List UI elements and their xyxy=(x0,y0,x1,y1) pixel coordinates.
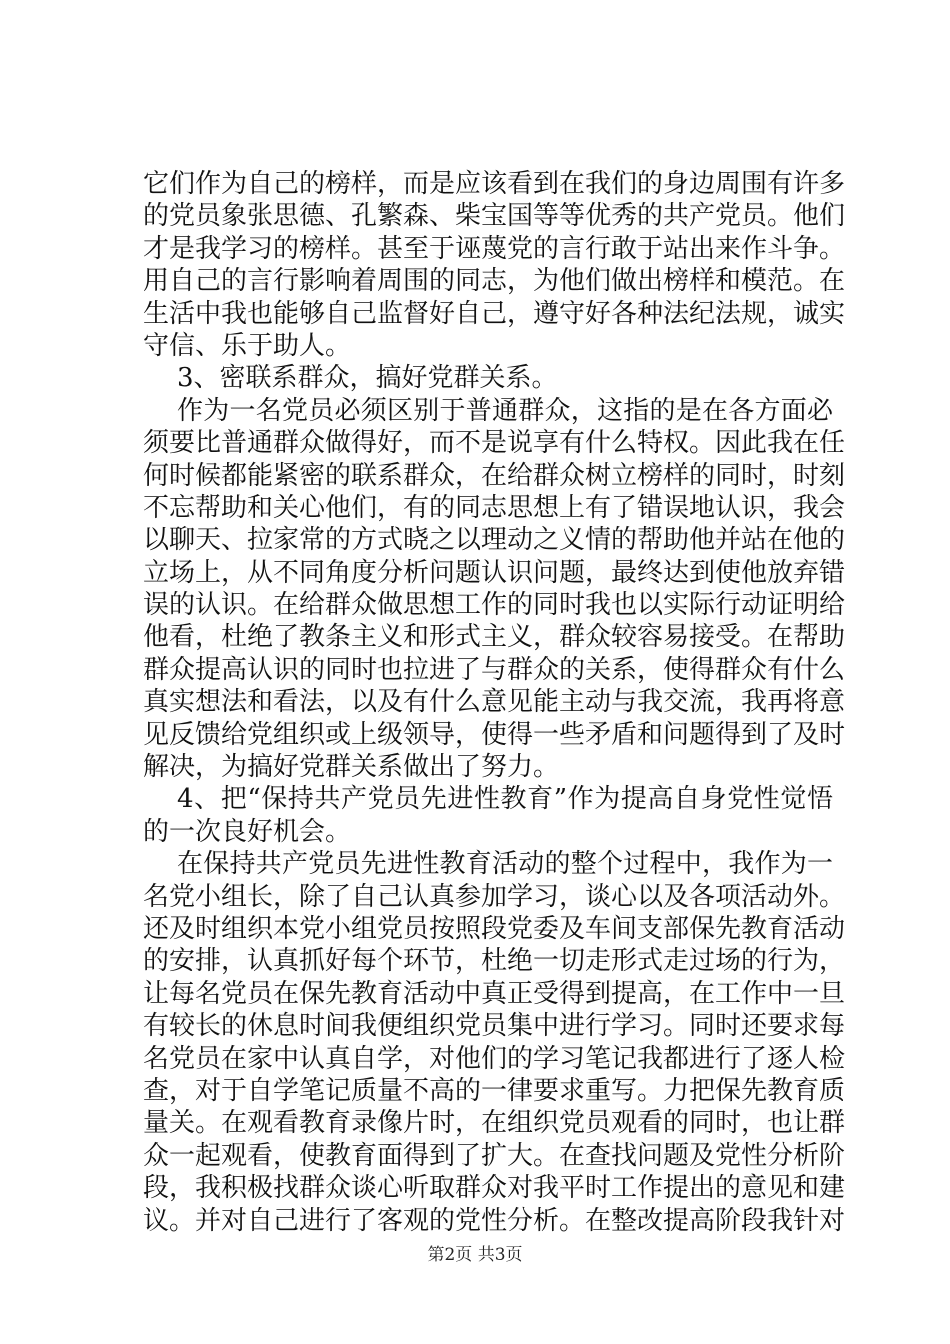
paragraph-line: 作为一名党员必须区别于普通群众，这指的是在各方面必 xyxy=(177,395,833,426)
paragraph-line: 众一起观看，使教育面得到了扩大。在查找问题及党性分析阶 xyxy=(143,1140,846,1171)
paragraph-line: 段，我积极找群众谈心听取群众对我平时工作提出的意见和建 xyxy=(143,1173,846,1204)
paragraph-line: 真实想法和看法，以及有什么意见能主动与我交流，我再将意 xyxy=(143,687,846,718)
paragraph-line: 有较长的休息时间我便组织党员集中进行学习。同时还要求每 xyxy=(143,1011,846,1042)
paragraph-line: 他看，杜绝了教条主义和形式主义，群众较容易接受。在帮助 xyxy=(143,622,846,653)
paragraph-line: 的一次良好机会。 xyxy=(143,816,352,847)
section-heading-line: 4、把“保持共产党员先进性教育”作为提高自身党性觉悟 xyxy=(177,784,833,815)
paragraph-line: 须要比普通群众做得好，而不是说享有什么特权。因此我在任 xyxy=(143,428,846,459)
paragraph-line: 还及时组织本党小组党员按照段党委及车间支部保先教育活动 xyxy=(143,913,846,944)
paragraph-line: 议。并对自己进行了客观的党性分析。在整改提高阶段我针对 xyxy=(143,1205,846,1236)
paragraph-line: 才是我学习的榜样。甚至于诬蔑党的言行敢于站出来作斗争。 xyxy=(143,233,846,264)
paragraph-line: 不忘帮助和关心他们，有的同志思想上有了错误地认识，我会 xyxy=(143,492,846,523)
paragraph-line: 误的认识。在给群众做思想工作的同时我也以实际行动证明给 xyxy=(143,590,846,621)
paragraph-line: 在保持共产党员先进性教育活动的整个过程中，我作为一 xyxy=(177,849,833,880)
page-footer: 第2页 共3页 xyxy=(427,1245,523,1265)
paragraph-line: 让每名党员在保先教育活动中真正受得到提高，在工作中一旦 xyxy=(143,978,846,1009)
section-heading-line: 3、密联系群众，搞好党群关系。 xyxy=(177,363,558,394)
paragraph-line: 见反馈给党组织或上级领导，使得一些矛盾和问题得到了及时 xyxy=(143,719,846,750)
paragraph-line: 立场上，从不同角度分析问题认识问题，最终达到使他放弃错 xyxy=(143,557,846,588)
paragraph-line: 它们作为自己的榜样，而是应该看到在我们的身边周围有许多 xyxy=(143,169,846,199)
paragraph-line: 何时候都能紧密的联系群众，在给群众树立榜样的同时，时刻 xyxy=(143,460,846,491)
paragraph-line: 守信、乐于助人。 xyxy=(143,330,352,361)
paragraph-line: 名党员在家中认真自学，对他们的学习笔记我都进行了逐人检 xyxy=(143,1043,846,1074)
paragraph-line: 的安排，认真抓好每个环节，杜绝一切走形式走过场的行为， xyxy=(143,946,846,977)
paragraph-line: 解决，为搞好党群关系做出了努力。 xyxy=(143,752,560,783)
paragraph-line: 名党小组长，除了自己认真参加学习，谈心以及各项活动外。 xyxy=(143,881,846,912)
paragraph-line: 以聊天、拉家常的方式晓之以理动之义情的帮助他并站在他的 xyxy=(143,525,846,556)
paragraph-line: 生活中我也能够自己监督好自己，遵守好各种法纪法规，诚实 xyxy=(143,298,846,329)
paragraph-line: 用自己的言行影响着周围的同志，为他们做出榜样和模范。在 xyxy=(143,266,846,297)
paragraph-line: 群众提高认识的同时也拉进了与群众的关系，使得群众有什么 xyxy=(143,654,846,685)
paragraph-line: 量关。在观看教育录像片时，在组织党员观看的同时，也让群 xyxy=(143,1108,846,1139)
paragraph-line: 查，对于自学笔记质量不高的一律要求重写。力把保先教育质 xyxy=(143,1075,846,1106)
body-text xyxy=(143,168,846,1237)
paragraph-line: 的党员象张思德、孔繁森、柴宝国等等优秀的共产党员。他们 xyxy=(143,201,846,232)
